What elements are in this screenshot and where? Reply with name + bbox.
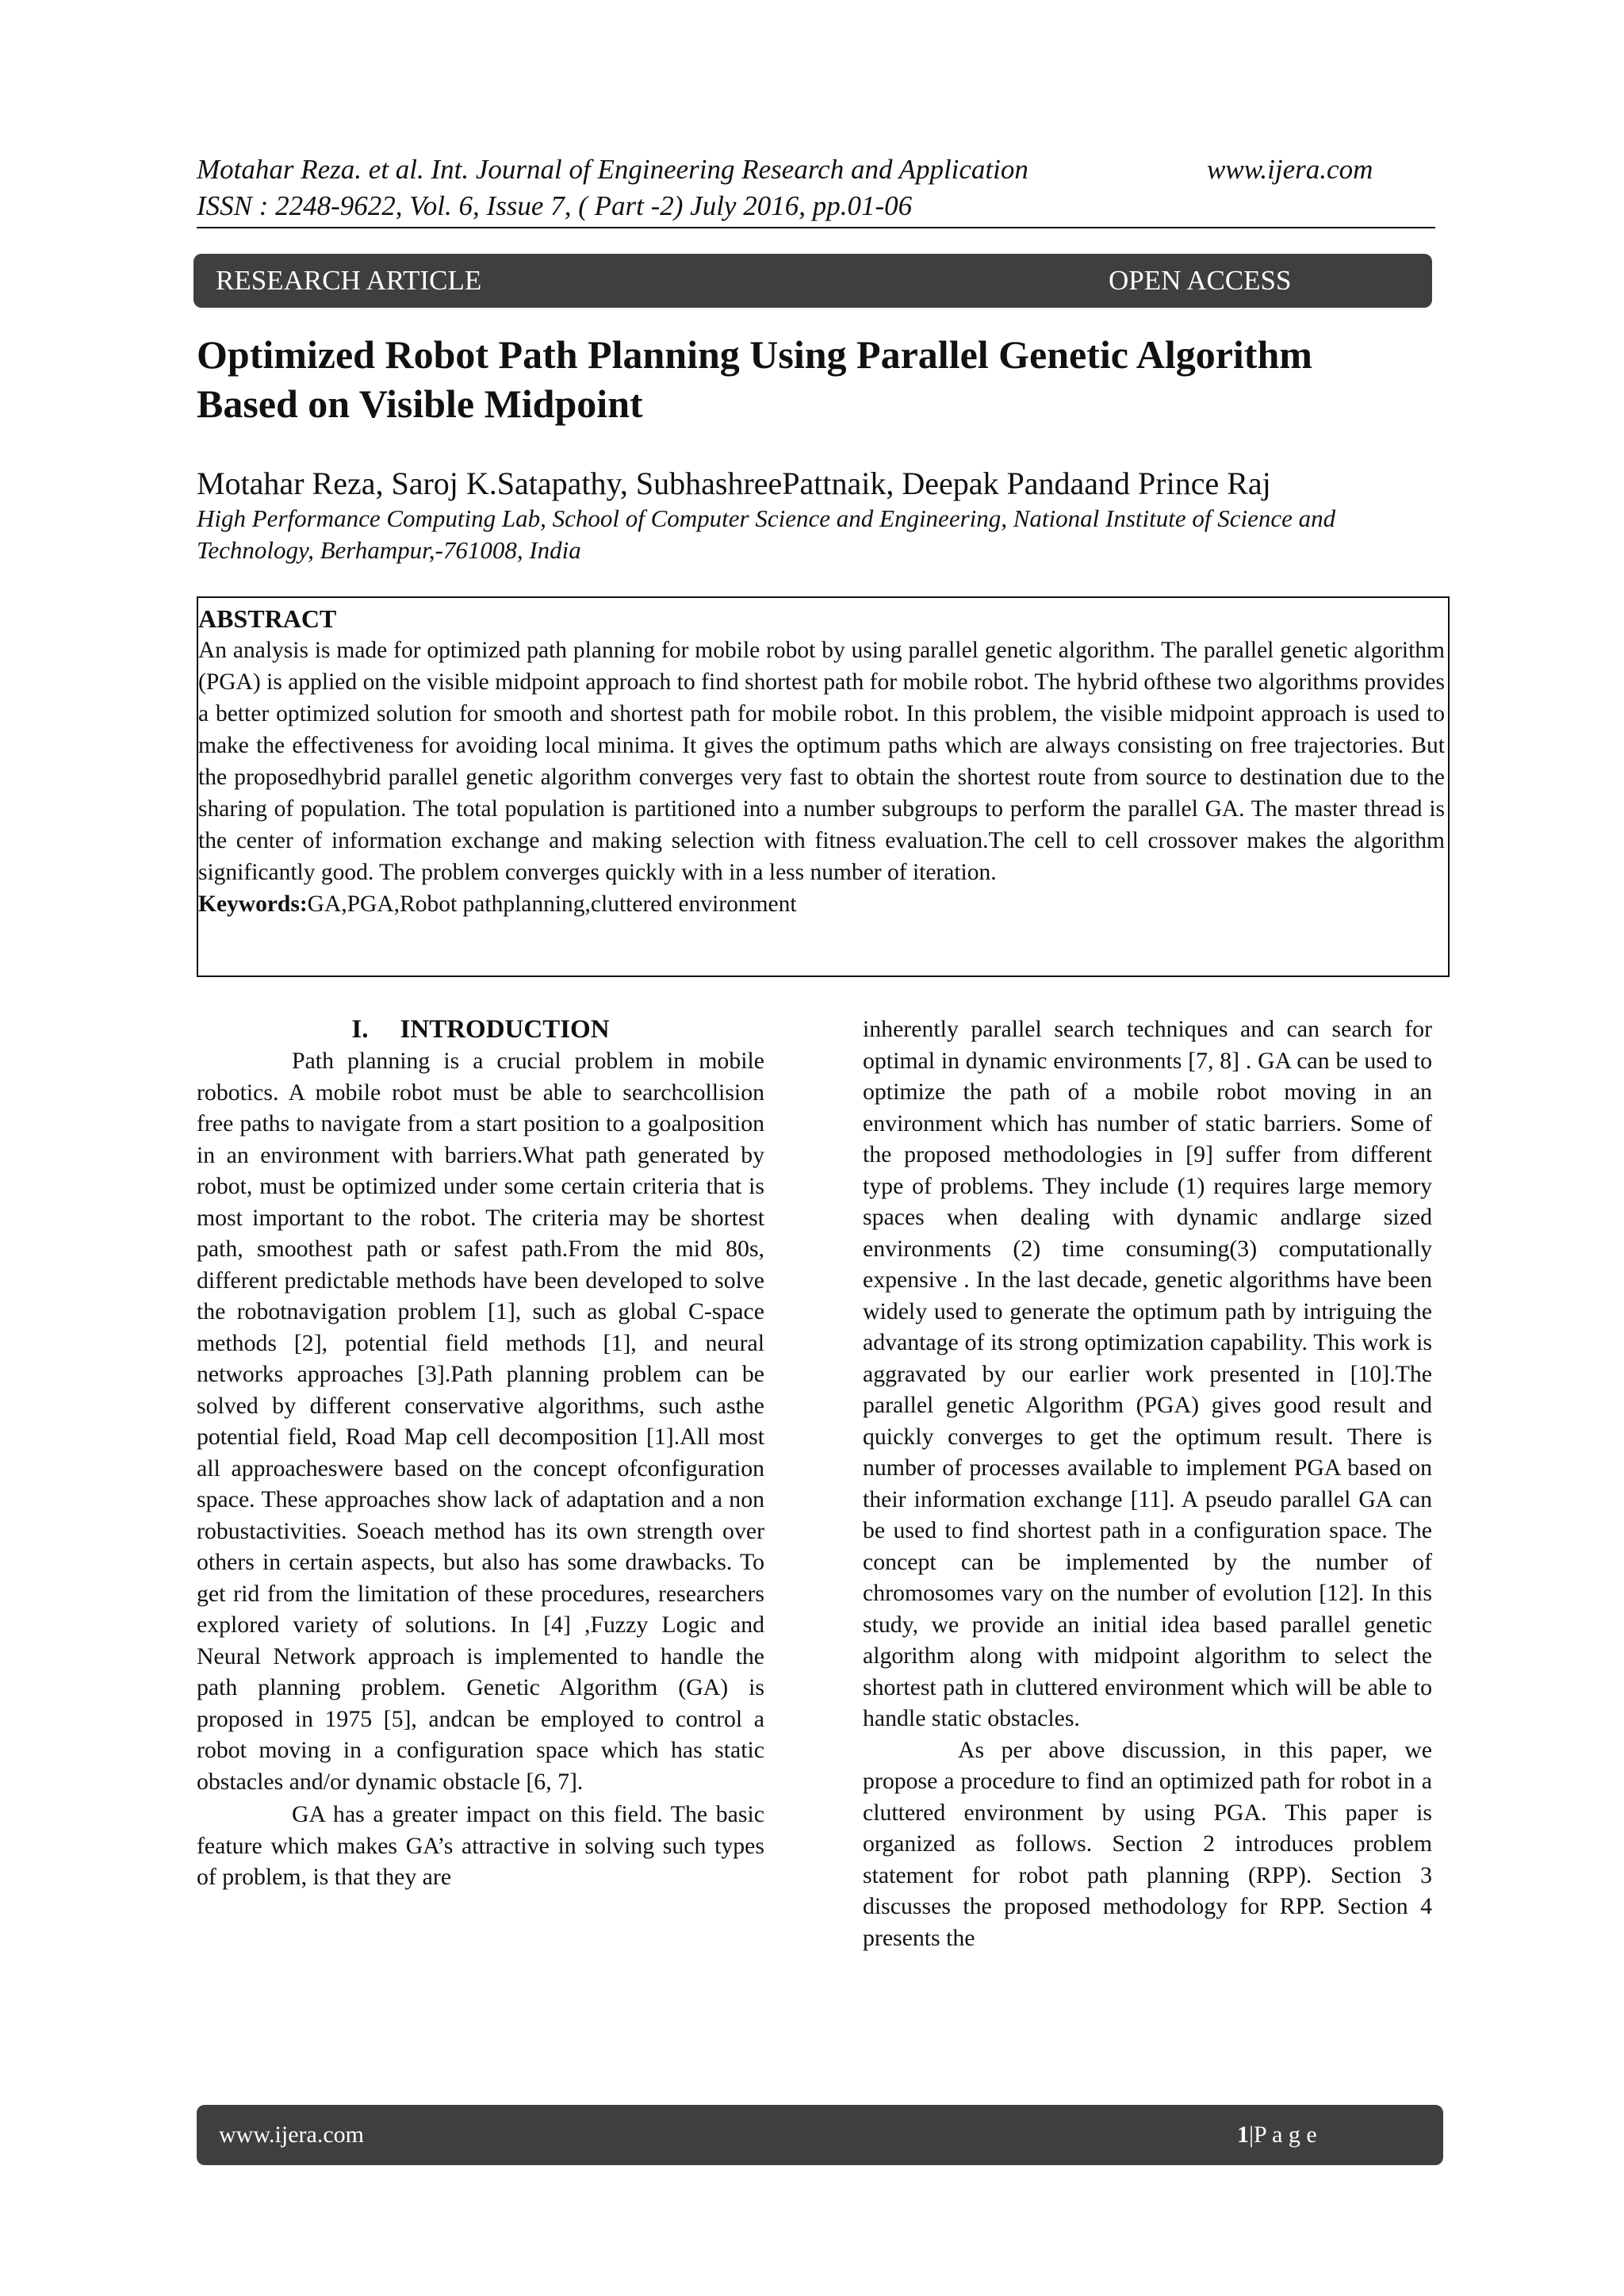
keywords-label: Keywords:: [198, 891, 308, 917]
section-number: I.: [351, 1015, 369, 1044]
paper-title-line-1: Optimized Robot Path Planning Using Parallel Genetic Algorithm: [197, 332, 1312, 377]
page-label: |P a g e: [1249, 2122, 1317, 2148]
intro-paragraph-1: Path planning is a crucial problem in mobile robotics. A mobile robot must be able to searchcollision free paths to navigate from a start position to a goalposition in an environment with barriers.What path generated by robot, must be optimized under some certain criteria that is most important to the robot. The criteria may be shortest path, smoothest path or safest path.From the mid 80s, different predictable methods have been developed to solve the robotnavigation problem [1], such as global C-space methods [2], potential field methods [1], and neural networks approaches [3].Path planning problem can be solved by different conservative algorithms, such asthe potential field, Road Map cell decomposition [1].All most all approacheswere based on the concept ofconfiguration space. These approaches show lack of adaptation and a non robustactivities. Soeach method has its own strength over others in certain aspects, but also has some drawbacks. To get rid from the limitation of these procedures, researchers explored variety of solutions. In [4] ,Fuzzy Logic and Neural Network approach is implemented to handle the path planning problem. Genetic Algorithm (GA) is proposed in 1975 [5], andcan be employed to control a robot moving in a configuration space which has static obstacles and/or dynamic obstacle [6, 7].: [197, 1048, 764, 1795]
paper-title-line-2: Based on Visible Midpoint: [197, 381, 643, 426]
keywords: [198, 888, 1445, 920]
section-title: INTRODUCTION: [400, 1015, 610, 1044]
abstract-text: An analysis is made for optimized path planning for mobile robot by using parallel genetic algorithm. The parallel genetic algorithm (PGA) is applied on the visible midpoint approach to find shortest path for mobile robot. The hybrid ofthese two algorithms provides a better optimized solution for smooth and shortest path for mobile robot. In this problem, the visible midpoint approach is used to make the effectiveness for avoiding local minima. It gives the optimum paths which are always consisting on free trajectories. But the proposedhybrid parallel genetic algorithm converges very fast to obtain the shortest route from source to destination due to the sharing of population. The total population is partitioned into a number subgroups to perform the parallel GA. The master thread is the center of information exchange and making selection with fitness evaluation.The cell to cell crossover makes the algorithm significantly good. The problem converges quickly with in a less number of iteration.: [198, 638, 1445, 885]
journal-website: www.ijera.com: [1207, 154, 1373, 185]
keywords-value: GA,PGA,Robot pathplanning,cluttered environment: [307, 891, 797, 917]
article-type-banner: [193, 254, 1432, 308]
open-access-label: OPEN ACCESS: [1109, 265, 1292, 296]
footer-page: [1237, 2122, 1317, 2148]
intro-paragraph-3: inherently parallel search techniques and can search for optimal in dynamic environments [7, 8] . GA can be used to optimize the path of a mobile robot moving in an environment which has number of static barriers. Some of the proposed methodologies in [9] suffer from different type of problems. They include (1) requires large memory spaces when dealing with dynamic andlarge sized environments (2) time consuming(3) computationally expensive . In the last decade, genetic algorithms have been widely used to generate the optimum path by intriguing the advantage of its strong optimization capability. This work is aggravated by our earlier work presented in [10].The parallel genetic Algorithm (PGA) gives good result and quickly converges to get the optimum result. There is number of processes available to implement PGA based on their information exchange [11]. A pseudo parallel GA can be used to find shortest path in a configuration space. The concept can be implemented by the number of chromosomes vary on the number of evolution [12]. In this study, we provide an initial idea based parallel genetic algorithm along with midpoint algorithm to select the shortest path in cluttered environment which will be able to handle static obstacles.: [863, 1016, 1432, 1731]
affiliation: High Performance Computing Lab, School of Computer Science and Engineering, National Institute of Science and Technology, Berhampur,-761008, India: [197, 504, 1336, 564]
intro-paragraph-4: As per above discussion, in this paper, we propose a procedure to find an optimized path for robot in a cluttered environment by using PGA. This paper is organized as follows. Section 2 introduces problem statement for robot path planning (RPP). Section 3 discusses the proposed methodology for RPP. Section 4 presents the: [863, 1736, 1432, 1951]
section-heading-introduction: [197, 1014, 764, 1045]
article-type-label: RESEARCH ARTICLE: [216, 265, 482, 296]
journal-name-line: Motahar Reza. et al. Int. Journal of Engineering Research and Application: [197, 154, 1028, 185]
issn-line: ISSN : 2248-9622, Vol. 6, Issue 7, ( Part -2) July 2016, pp.01-06: [197, 190, 913, 221]
header-rule: [197, 227, 1435, 228]
paper-title: [197, 330, 1465, 428]
author-list: Motahar Reza, Saroj K.Satapathy, SubhashreePattnaik, Deepak Pandaand Prince Raj: [197, 466, 1271, 501]
abstract-heading: ABSTRACT: [198, 604, 337, 633]
left-column: [197, 1014, 764, 1893]
right-column: [863, 1014, 1432, 1953]
page-footer: [197, 2105, 1443, 2165]
footer-website: www.ijera.com: [219, 2122, 364, 2148]
intro-paragraph-2: GA has a greater impact on this field. The basic feature which makes GA’s attractive in solving such types of problem, is that they are: [197, 1801, 764, 1890]
abstract-box: [197, 596, 1450, 977]
page-number: 1: [1237, 2122, 1249, 2148]
